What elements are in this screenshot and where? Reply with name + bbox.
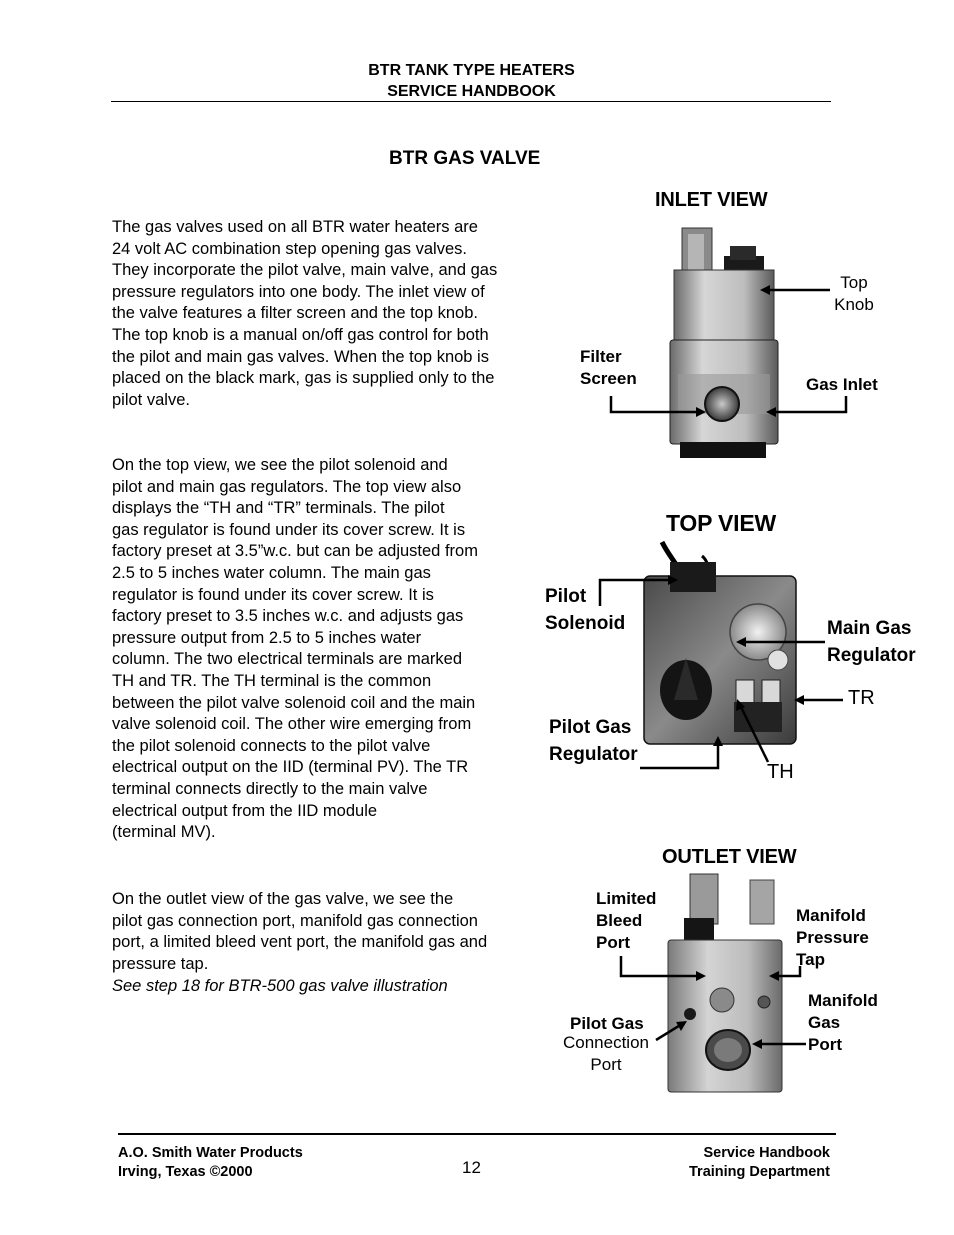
section-title: BTR GAS VALVE xyxy=(389,148,541,169)
label-filter-screen: Filter Screen xyxy=(580,347,637,388)
label-main-gas-regulator: Main Gas Regulator xyxy=(827,618,916,666)
footer-rule xyxy=(118,1133,836,1135)
paragraph-outlet: On the outlet view of the gas valve, we see the pilot gas connection port, manifold gas connection port, a limited bleed vent port, the manifold gas and pressure tap. xyxy=(112,890,488,973)
inlet-view-title: INLET VIEW xyxy=(655,189,768,211)
label-top-knob: Top Knob xyxy=(834,273,874,314)
label-th: TH xyxy=(767,761,794,783)
footer-left: A.O. Smith Water Products Irving, Texas ©2000 xyxy=(118,1145,303,1180)
header-title-line1: BTR TANK TYPE HEATERS xyxy=(368,62,575,79)
paragraph-inlet: The gas valves used on all BTR water heaters are 24 volt AC combination step opening gas valves. They incorporate the pilot valve, main valve, and gas pressure regulators into one body. The inlet view of the valve features a filter screen and the top knob. The top knob is a manual on/off gas control for both the pilot and main gas valves. When the top knob is placed on the black mark, gas is supplied only to the pilot valve. xyxy=(112,218,498,409)
label-tr: TR xyxy=(848,687,875,709)
label-connection-port: Connection Port xyxy=(562,1033,649,1074)
paragraph-note: See step 18 for BTR-500 gas valve illustration xyxy=(112,977,448,995)
paragraph-top: On the top view, we see the pilot solenoid and pilot and main gas regulators. The top view also displays the “TH and “TR” terminals. The pilot gas regulator is found under its cover screw. It is factory preset at 3.5”w.c. but can be adjusted from 2.5 to 5 inches water column. The main gas regulator is found under its cover screw. It is factory preset to 3.5 inches w.c. and adjusts gas pressure output from 2.5 to 5 inches water column. The two electrical terminals are marked TH and TR. The TH terminal is the common between the pilot valve solenoid coil and the main valve solenoid coil. The other wire emerging from the pilot solenoid connects to the pilot valve electrical output on the IID (terminal PV). The TR terminal connects directly to the main valve electrical output from the IID module (terminal MV). xyxy=(112,456,478,842)
top-view-title: TOP VIEW xyxy=(666,510,777,536)
footer-right: Service Handbook Training Department xyxy=(689,1145,830,1180)
label-limited-bleed-port: Limited Bleed Port xyxy=(596,889,657,952)
label-pilot-gas: Pilot Gas xyxy=(570,1014,644,1033)
header-title-line2: SERVICE HANDBOOK xyxy=(387,83,556,100)
label-manifold-gas-port: Manifold Gas Port xyxy=(808,991,878,1054)
label-gas-inlet: Gas Inlet xyxy=(806,375,878,394)
page-number: 12 xyxy=(462,1158,481,1177)
label-pilot-gas-regulator: Pilot Gas Regulator xyxy=(549,717,638,765)
label-pilot-solenoid: Pilot Solenoid xyxy=(545,586,626,634)
outlet-view-title: OUTLET VIEW xyxy=(662,846,797,868)
label-manifold-pressure-tap: Manifold Pressure Tap xyxy=(796,906,869,969)
